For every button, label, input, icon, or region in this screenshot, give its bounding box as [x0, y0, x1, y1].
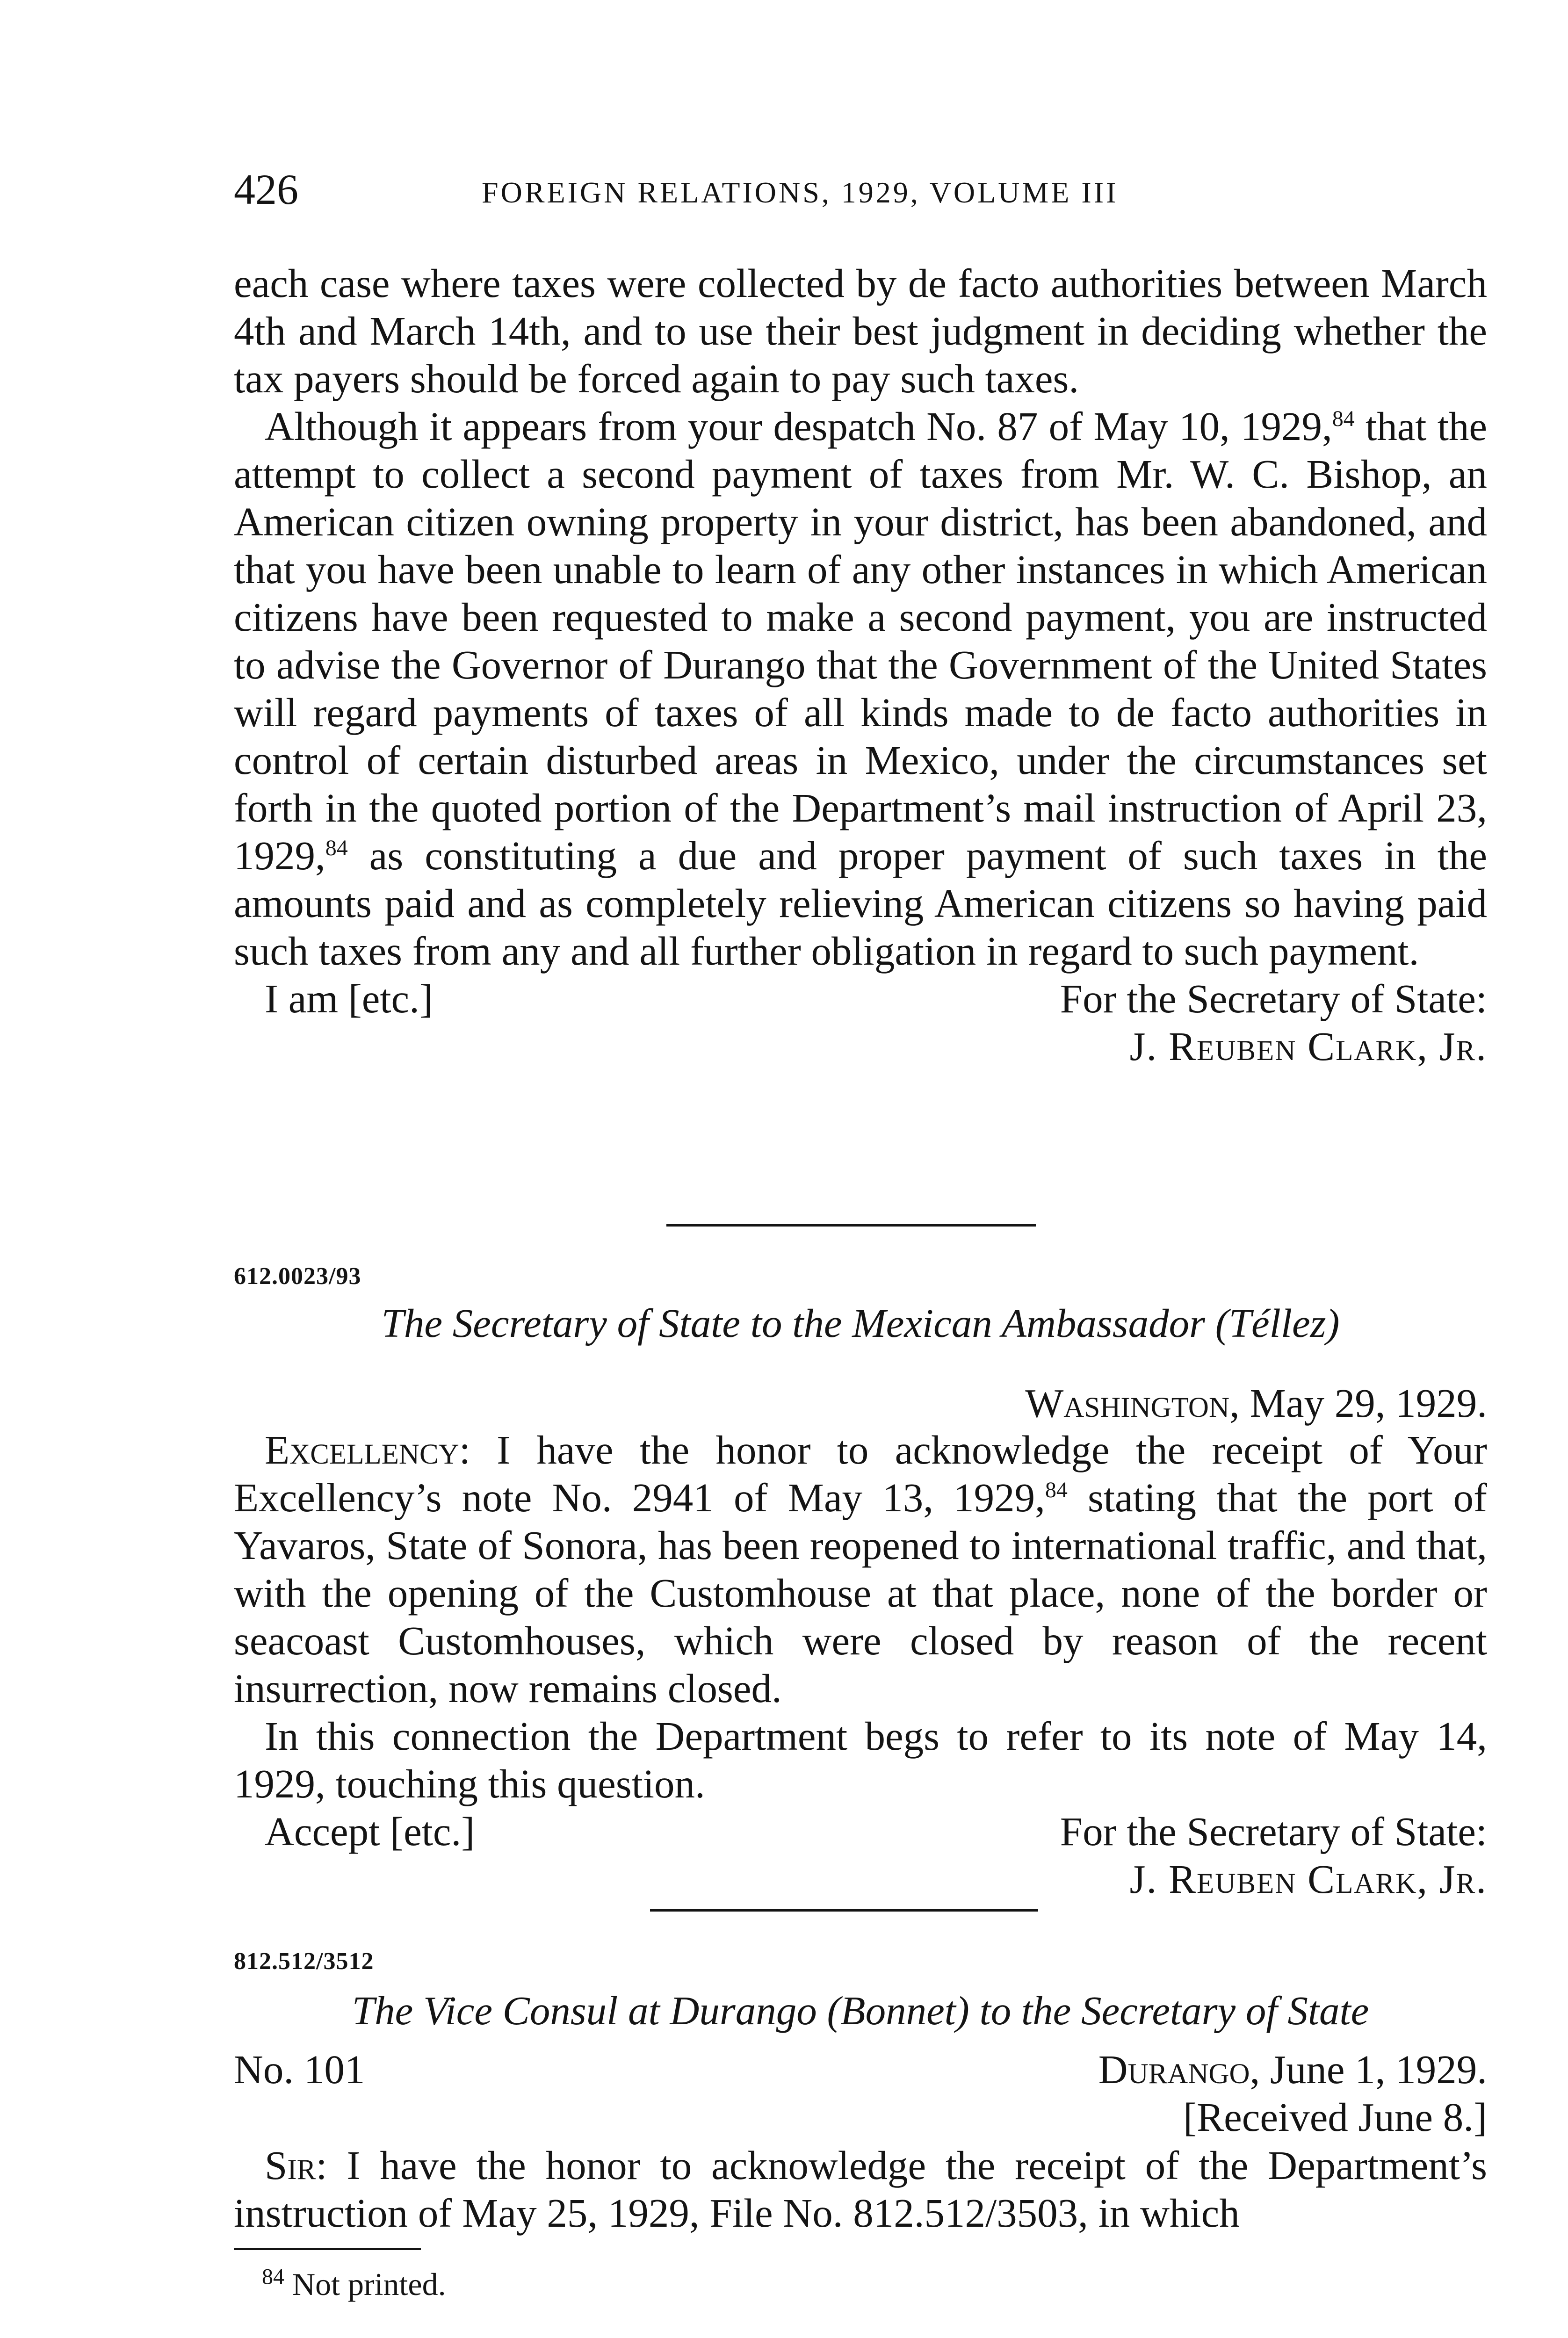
complimentary-close: I am [etc.]: [265, 976, 433, 1021]
closing-line: [234, 1808, 1487, 1855]
running-head: FOREIGN RELATIONS, 1929, VOLUME III: [482, 176, 1119, 209]
page-header: [234, 161, 1487, 222]
footnote-marker: 84: [325, 836, 348, 860]
complimentary-close: Accept [etc.]: [265, 1809, 475, 1854]
dateline: [1098, 2046, 1487, 2093]
paragraph: Although it appears from your despatch No. 87 of May 10, 1929,84 that the attempt to collect a second payment of taxes from Mr. W. C. Bishop, an American citizen owning property in your district, has been abandoned, and that you have been unable to learn of any other instances in which American citizens have been requested to make a second payment, you are instructed to advise the Governor of Durango that the Government of the United States will regard payments of taxes of all kinds made to de facto authorities in control of certain disturbed areas in Mexico, under the circumstances set forth in the quoted portion of the Department’s mail instruction of April 23, 1929,84 as constituting a due and proper payment of such taxes in the amounts paid and as completely relieving American citizens so having paid such taxes from any and all further obligation in regard to such payment.: [234, 404, 1487, 974]
despatch-number-line: [234, 2046, 1487, 2093]
dateline-place: Durango: [1098, 2047, 1250, 2092]
signature: J. Reuben Clark, Jr.: [1129, 1024, 1487, 1069]
file-reference: 812.512/3512: [234, 1948, 374, 1975]
salutation: Sir: [265, 2143, 316, 2188]
received-note: [Received June 8.]: [1183, 2094, 1487, 2140]
paragraph: Sir: I have the honor to acknowledge the receipt of the Department’s instruction of May 25, 1929, File No. 812.512/3503, in which: [234, 2143, 1487, 2236]
document-heading: The Secretary of State to the Mexican Ambassador (Téllez): [381, 1300, 1340, 1346]
footnote-marker: 84: [262, 2264, 284, 2289]
salutation: Excellency: [265, 1427, 459, 1472]
footnote-marker: 84: [1045, 1478, 1068, 1502]
dateline-place: Washington: [1025, 1380, 1230, 1426]
footnote: [262, 2263, 446, 2305]
signature-caption: For the Secretary of State:: [1060, 1809, 1487, 1854]
signature: J. Reuben Clark, Jr.: [1129, 1856, 1487, 1902]
signature-caption: For the Secretary of State:: [1060, 976, 1487, 1021]
paragraph: each case where taxes were collected by de facto authorities between March 4th and March 14th, and to use their best judgment in deciding whether the tax payers should be forced again to pay such taxes.: [234, 260, 1487, 401]
footnote-marker: 84: [1332, 406, 1355, 431]
despatch-body: [234, 2142, 1487, 2237]
dateline-date: , May 29, 1929.: [1229, 1380, 1487, 1426]
closing-line: [234, 975, 1487, 1023]
dateline-date: , June 1, 1929.: [1250, 2047, 1487, 2092]
footnote-divider: [234, 2248, 421, 2250]
despatch-number: No. 101: [234, 2047, 365, 2092]
file-reference: 612.0023/93: [234, 1263, 361, 1290]
dateline: [234, 1379, 1487, 1427]
footnote-text: Not printed.: [284, 2266, 446, 2302]
section-divider: [650, 1909, 1038, 1912]
paragraph: In this connection the Department begs to refer to its note of May 14, 1929, touching this question.: [234, 1713, 1487, 1806]
instruction-continuation: [234, 260, 1487, 1070]
note-body: [234, 1426, 1487, 1903]
paragraph: Excellency: I have the honor to acknowledge the receipt of Your Excellency’s note No. 2941 of May 13, 1929,84 stating that the port of Yavaros, State of Sonora, has been reopened to international traffic, and that, with the opening of the Customhouse at that place, none of the border or seacoast Customhouses, which were closed by reason of the recent insurrection, now remains closed.: [234, 1427, 1487, 1711]
page-number: 426: [234, 166, 298, 213]
section-divider: [666, 1224, 1036, 1227]
document-heading: The Vice Consul at Durango (Bonnet) to the Secretary of State: [352, 1988, 1369, 2033]
